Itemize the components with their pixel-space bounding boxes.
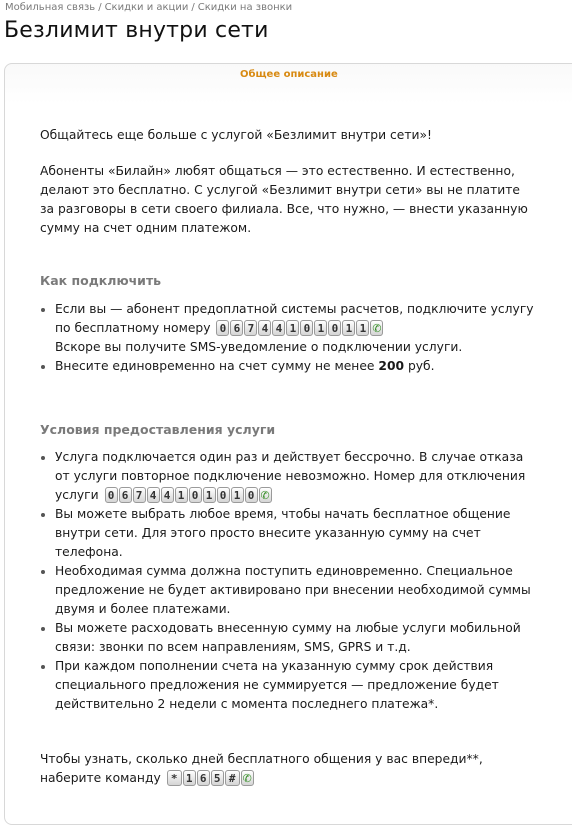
dial-key: 0	[216, 320, 229, 336]
dial-key: 0	[189, 487, 202, 503]
tab-overview[interactable]: Общее описание	[240, 69, 338, 80]
breadcrumb-separator: /	[191, 2, 195, 13]
phone-handset-icon: ✆	[372, 321, 382, 335]
dial-key: 1	[203, 487, 216, 503]
breadcrumb-link-mobile[interactable]: Мобильная связь	[5, 2, 96, 13]
dial-code-days-left[interactable]	[167, 770, 254, 786]
list-item: Необходимая сумма должна поступить единовременно. Специальное предложение не будет активировано при внесении необходимой суммы двумя и более платежами.	[40, 562, 535, 619]
breadcrumb-link-discounts[interactable]: Скидки и акции	[104, 2, 189, 13]
dial-key: 4	[147, 487, 160, 503]
dial-key: 4	[272, 320, 285, 336]
breadcrumb-separator: /	[98, 2, 102, 13]
dial-key: 1	[231, 487, 244, 503]
conditions-list	[40, 448, 535, 714]
list-item	[40, 357, 535, 376]
breadcrumb	[5, 2, 292, 13]
phone-handset-icon: ✆	[260, 488, 270, 502]
dial-key: 0	[105, 487, 118, 503]
intro-heading: Общайтесь еще больше с услугой «Безлимит внутри сети»!	[40, 128, 432, 142]
list-item	[40, 300, 535, 357]
dial-code-disconnect[interactable]	[105, 487, 272, 503]
main-content	[40, 126, 535, 788]
dial-key: 0	[217, 487, 230, 503]
footer-text: Чтобы узнать, сколько дней бесплатного общения у вас впереди**, наберите команду	[40, 752, 483, 785]
connect-item-note: Вскоре вы получите SMS-уведомление о подключении услуги.	[55, 340, 463, 354]
dial-key: 1	[342, 320, 355, 336]
connect-item-text: Если вы — абонент предоплатной системы расчетов, подключите услугу по бесплатному номеру	[55, 302, 534, 335]
dial-key: 1	[356, 320, 369, 336]
dial-key: 1	[175, 487, 188, 503]
condition-text: Услуга подключается один раз и действует бессрочно. В случае отказа от услуги повторное подключение невозможно. Номер для отключения услуги	[55, 450, 526, 502]
list-item: Вы можете расходовать внесенную сумму на любые услуги мобильной связи: звонки по всем направлениям, SMS, GPRS и т.д.	[40, 619, 535, 657]
dial-key: 1	[183, 770, 196, 786]
dial-key: 0	[300, 320, 313, 336]
section-heading-conditions: Условия предоставления услуги	[40, 422, 276, 437]
dial-key: 4	[161, 487, 174, 503]
dial-key: 4	[258, 320, 271, 336]
list-item: Вы можете выбрать любое время, чтобы начать бесплатное общение внутри сети. Для этого просто внесите указанную сумму на счет телефона.	[40, 505, 535, 562]
connect-amount: 200	[378, 359, 405, 373]
dial-key: 6	[230, 320, 243, 336]
connect-list	[40, 300, 535, 376]
connect-item-text: Внесите единовременно на счет сумму не менее	[55, 359, 379, 373]
dial-key: #	[225, 770, 240, 786]
list-item: При каждом пополнении счета на указанную сумму срок действия специального предложения не суммируется — предложение будет действительно 2 недели с момента последнего платежа*.	[40, 657, 535, 714]
dial-code-connect[interactable]	[216, 320, 383, 336]
dial-key: 7	[244, 320, 257, 336]
list-item	[40, 448, 535, 505]
breadcrumb-link-call-discounts[interactable]: Скидки на звонки	[197, 2, 293, 13]
dial-key: 6	[119, 487, 132, 503]
dial-key: 0	[245, 487, 258, 503]
connect-item-text: руб.	[404, 359, 435, 373]
phone-handset-icon: ✆	[242, 771, 252, 785]
dial-key: 0	[328, 320, 341, 336]
dial-key: 6	[197, 770, 210, 786]
dial-key: *	[167, 770, 182, 786]
footer-paragraph	[40, 750, 535, 788]
dial-key: 5	[211, 770, 224, 786]
dial-key: 1	[286, 320, 299, 336]
section-heading-connect: Как подключить	[40, 273, 162, 288]
intro-body: Абоненты «Билайн» любят общаться — это естественно. И естественно, делают это бесплатно. С услугой «Безлимит внутри сети» вы не платите за разговоры в сети своего филиала. Все, что нужно, — внести указанную сумму на счет одним платежом.	[40, 164, 528, 235]
dial-key: 7	[133, 487, 146, 503]
page-title: Безлимит внутри сети	[4, 18, 269, 43]
dial-key: 1	[314, 320, 327, 336]
